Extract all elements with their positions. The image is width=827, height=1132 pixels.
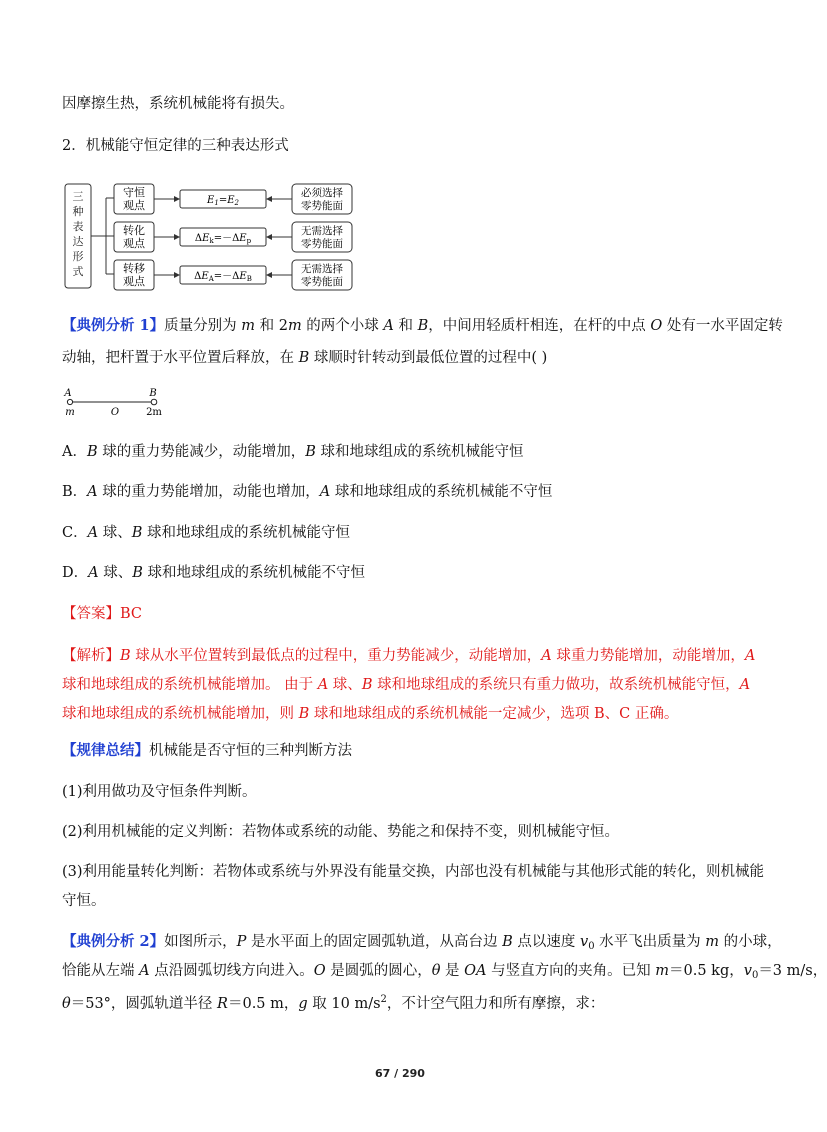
rule-item-2: (2)利用机械能的定义判断：若物体或系统的动能、势能之和保持不变，则机械能守恒。 <box>62 824 620 840</box>
page-number: 67 / 290 <box>375 1067 425 1080</box>
analysis-line-2: 球和地球组成的系统机械能增加。 由于 A 球、B 球和地球组成的系统只有重力做功，故系统机械能守恒，A <box>62 677 751 693</box>
section-heading: 2．机械能守恒定律的三种表达形式 <box>62 138 289 154</box>
analysis-line-1: 【解析】B 球从水平位置转到最低点的过程中，重力势能减少，动能增加，A 球重力势能增加，动能增加，A <box>62 648 756 664</box>
label-2m: 2m <box>146 407 162 418</box>
ball-b <box>151 399 157 405</box>
option-d: D．A 球、B 球和地球组成的系统机械能不守恒 <box>62 565 365 581</box>
svg-text:E1=E2: $E_1=E_2$ <box>207 195 239 207</box>
view-box <box>114 184 154 214</box>
label-m: m <box>65 407 75 418</box>
option-b: B．A 球的重力势能增加，动能也增加，A 球和地球组成的系统机械能不守恒 <box>62 484 553 500</box>
note-box <box>292 222 352 252</box>
rule-item-3-cont: 守恒。 <box>62 893 106 909</box>
svg-text:观点: 观点 <box>123 199 145 212</box>
rule-item-3: (3)利用能量转化判断：若物体或系统与外界没有能量交换，内部也没有机械能与其他形式能的转化，则机械能 <box>62 864 765 880</box>
svg-text:零势能面: 零势能面 <box>301 238 343 250</box>
example-1-line-2: 动轴，把杆置于水平位置后释放，在 B 球顺时针转动到最低位置的过程中( ) <box>62 350 548 366</box>
svg-text:观点: 观点 <box>123 275 145 288</box>
label-B: B <box>149 388 157 399</box>
note-box <box>292 184 352 214</box>
ball-a <box>67 399 72 404</box>
example-2-line-2: 恰能从左端 A 点沿圆弧切线方向进入。O 是圆弧的圆心，θ 是 OA 与竖直方向的夹角。已知 m＝0.5 kg，$v_0=3$ m/s， <box>62 963 827 981</box>
example-1-line-1: 【典例分析 1】质量分别为 m 和 2m 的两个小球 A 和 B，中间用轻质杆相连，在杆的中点 O 处有一水平固定转 <box>62 317 783 334</box>
answer: 【答案】BC <box>62 606 143 622</box>
svg-text:无需选择: 无需选择 <box>301 225 343 237</box>
view-box <box>114 260 154 290</box>
formula-box <box>180 228 266 246</box>
analysis-line-3: 球和地球组成的系统机械能增加，则 B 球和地球组成的系统机械能一定减少，选项 B、C 正确。 <box>62 706 679 722</box>
option-a: A．B 球的重力势能减少，动能增加，B 球和地球组成的系统机械能守恒 <box>62 444 524 460</box>
formula-box <box>180 190 266 208</box>
svg-text:ΔEk=－ΔEp: $\Delta E_k=-\Delta E_p$ <box>194 233 252 245</box>
svg-text:转移: 转移 <box>123 262 145 275</box>
svg-text:守恒: 守恒 <box>123 186 145 199</box>
view-box <box>114 222 154 252</box>
text-line: 因摩擦生热，系统机械能将有损失。 <box>62 96 294 112</box>
label-A: A <box>64 388 72 399</box>
rod-figure <box>60 384 180 418</box>
svg-text:零势能面: 零势能面 <box>301 276 343 288</box>
svg-text:零势能面: 零势能面 <box>301 200 343 212</box>
svg-text:ΔEA=－ΔEB: $\Delta E_A=-\Delta E_B$ <box>194 271 252 283</box>
svg-text:无需选择: 无需选择 <box>301 263 343 275</box>
svg-text:必须选择: 必须选择 <box>301 187 343 199</box>
note-box <box>292 260 352 290</box>
rule-summary: 【规律总结】机械能是否守恒的三种判断方法 <box>62 742 352 759</box>
label-O: O <box>110 407 120 418</box>
example-2-line-3: θ＝53°，圆弧轨道半径 R＝0.5 m，g 取 10 $m/s^2$，不计空气阻力和所有摩擦，求： <box>62 994 605 1012</box>
option-c: C．A 球、B 球和地球组成的系统机械能守恒 <box>62 525 350 541</box>
svg-text:转化: 转化 <box>123 224 145 237</box>
conservation-forms-diagram <box>60 178 360 294</box>
rule-item-1: (1)利用做功及守恒条件判断。 <box>62 784 257 800</box>
formula-box <box>180 266 266 284</box>
example-2-line-1: 【典例分析 2】如图所示，P 是水平面上的固定圆弧轨道，从高台边 B 点以速度 $v_0$ 水平飞出质量为 m 的小球， <box>62 933 782 952</box>
diagram-side-label: 三种表达形式 <box>72 190 84 278</box>
svg-text:观点: 观点 <box>123 237 145 250</box>
